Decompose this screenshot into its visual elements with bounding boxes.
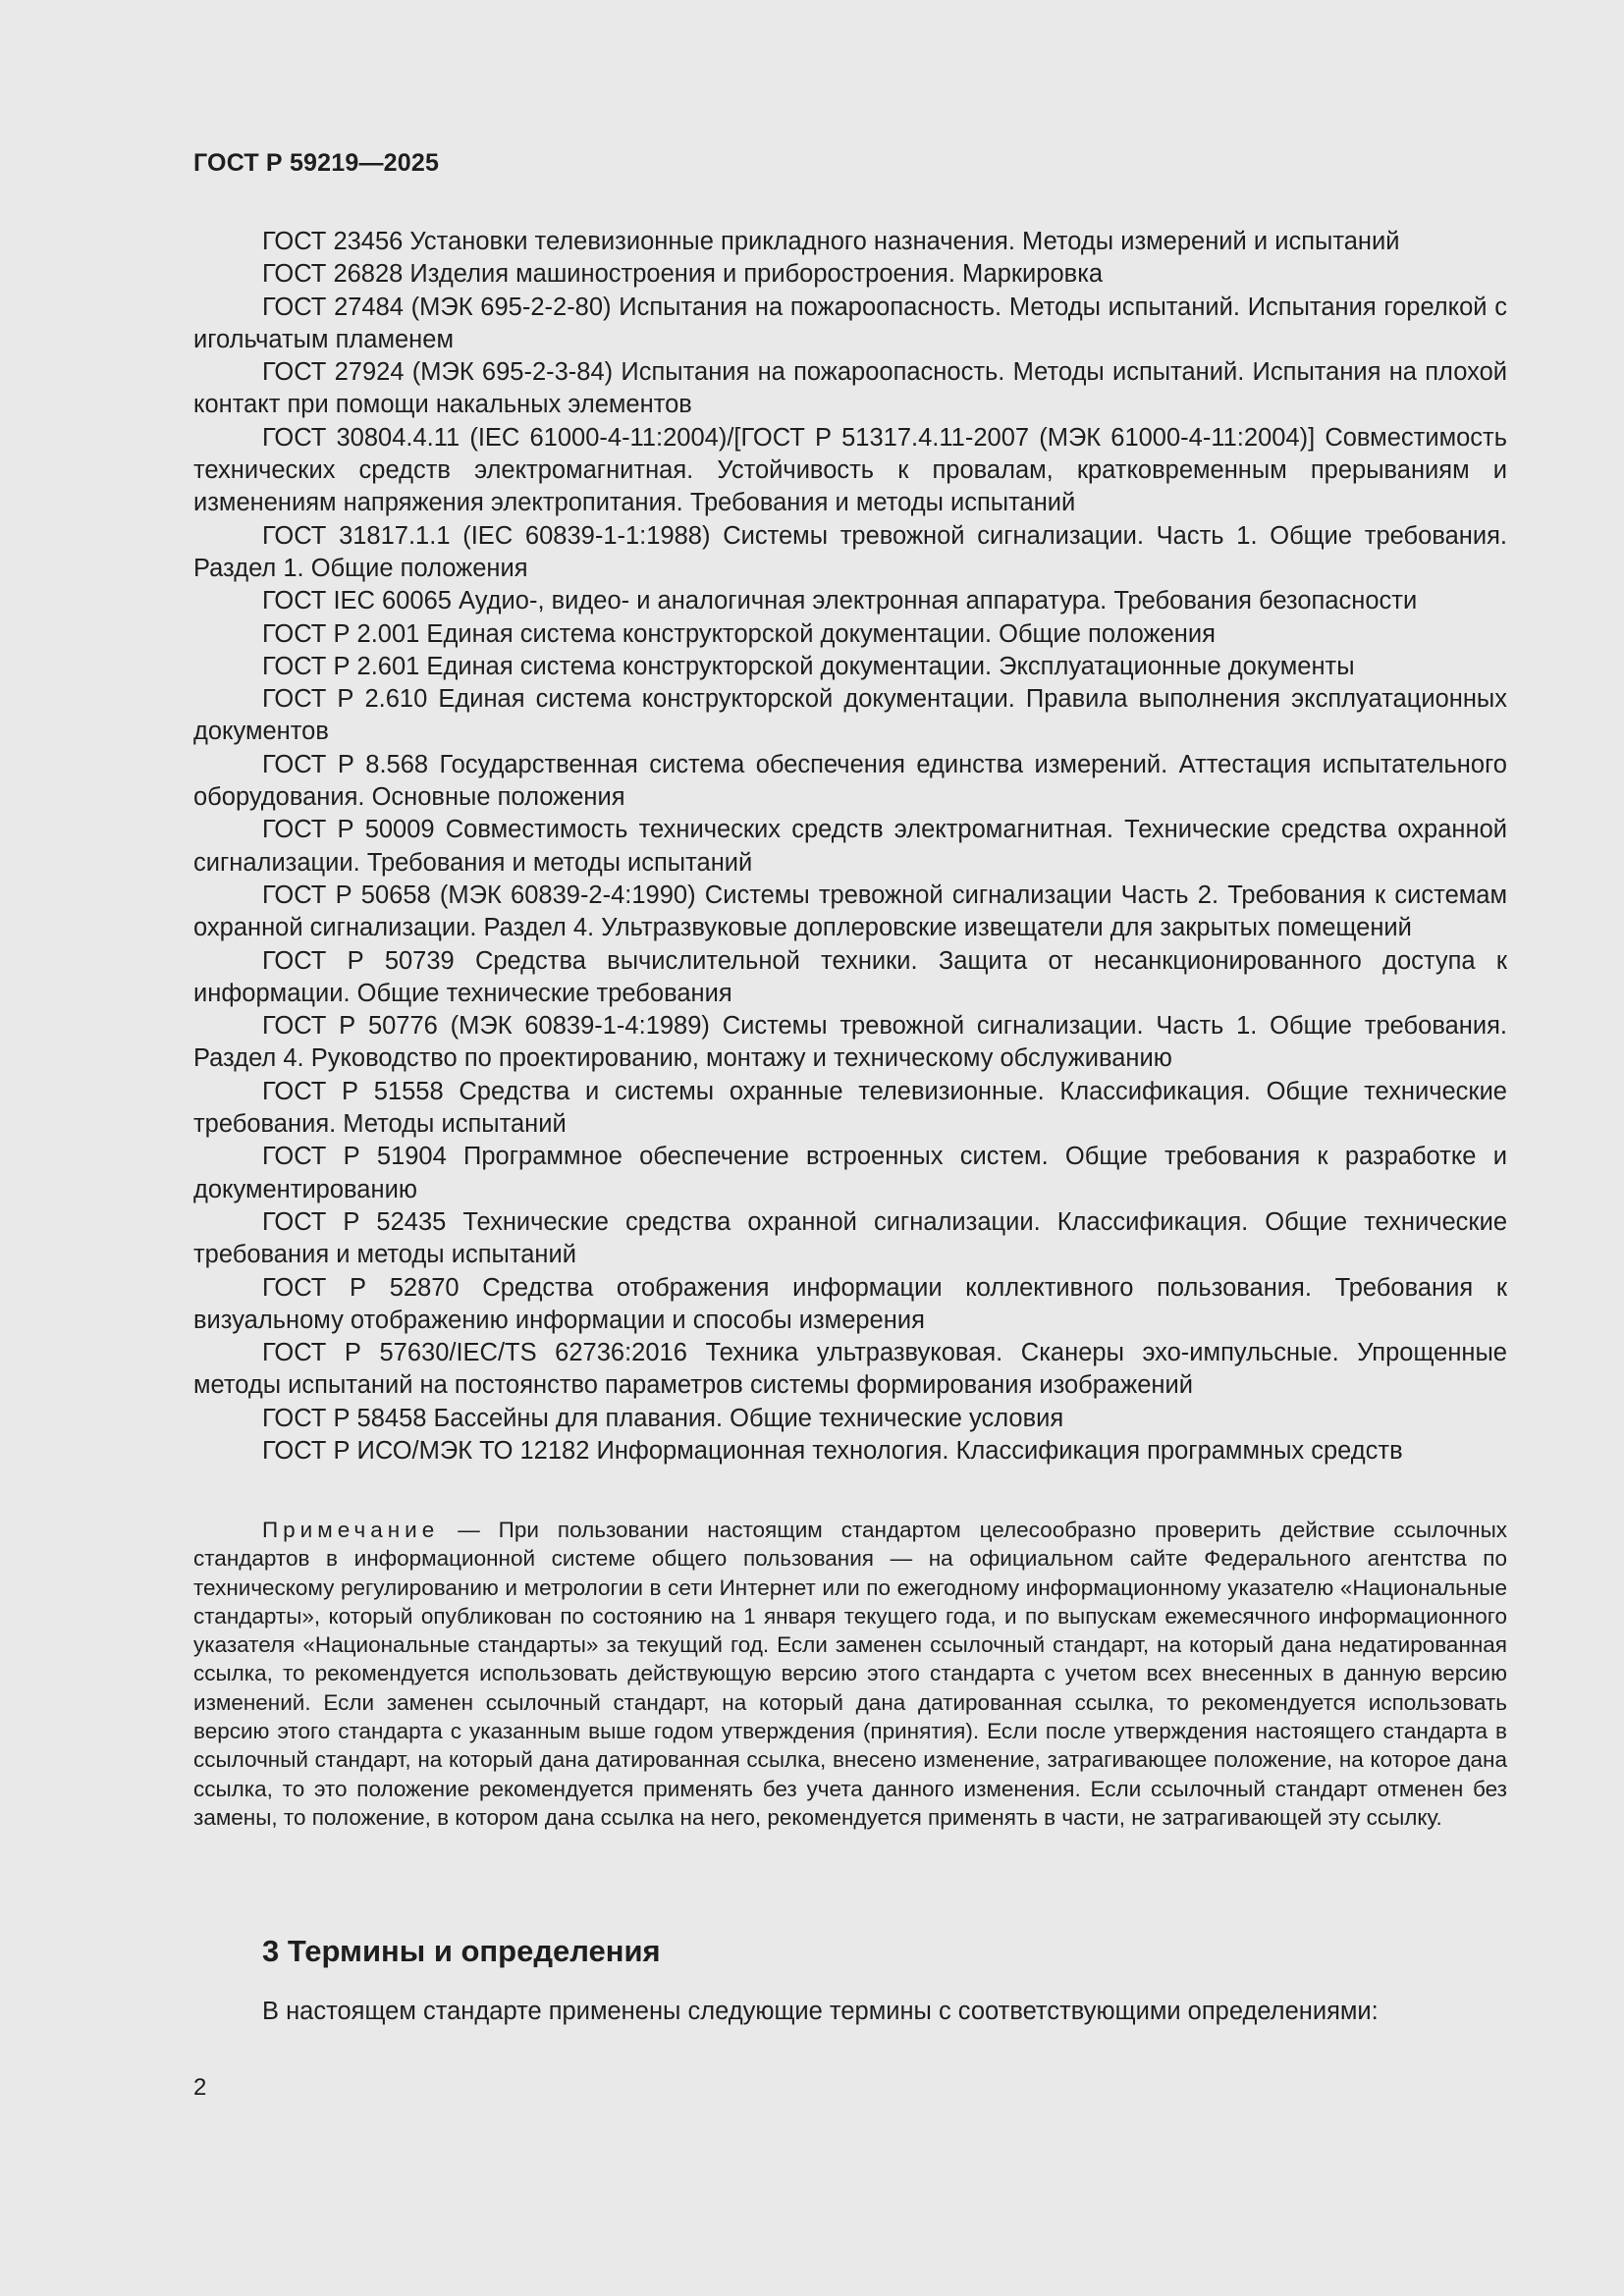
reference-item: ГОСТ 27924 (МЭК 695-2-3-84) Испытания на пожароопасность. Методы испытаний. Испытания на плохой контакт при помощи накальных элементов bbox=[193, 358, 1507, 419]
reference-item: ГОСТ Р 50739 Средства вычислительной техники. Защита от несанкционированного доступа к информации. Общие технические требования bbox=[193, 946, 1507, 1007]
reference-item: ГОСТ 27484 (МЭК 695-2-2-80) Испытания на пожароопасность. Методы испытаний. Испытания горелкой с игольчатым пламенем bbox=[193, 293, 1507, 353]
reference-item: ГОСТ Р 2.610 Единая система конструкторской документации. Правила выполнения эксплуатационных документов bbox=[193, 685, 1507, 746]
reference-item: ГОСТ Р ИСО/МЭК ТО 12182 Информационная технология. Классификация программных средств bbox=[262, 1436, 1403, 1465]
note-paragraph bbox=[193, 1516, 1507, 1832]
reference-item: ГОСТ Р 52870 Средства отображения информации коллективного пользования. Требования к визуальному отображению информации и способы измерения bbox=[193, 1273, 1507, 1334]
reference-item: ГОСТ Р 57630/IEC/TS 62736:2016 Техника ультразвуковая. Сканеры эхо-импульсные. Упрощенные методы испытаний на постоянство параметров системы формирования изображений bbox=[193, 1339, 1507, 1400]
reference-item: ГОСТ Р 50009 Совместимость технических средств электромагнитная. Технические средства охранной сигнализации. Требования и методы испытаний bbox=[193, 816, 1507, 877]
reference-item: ГОСТ 23456 Установки телевизионные прикладного назначения. Методы измерений и испытаний bbox=[262, 228, 1400, 255]
reference-item: ГОСТ Р 50658 (МЭК 60839-2-4:1990) Системы тревожной сигнализации Часть 2. Требования к системам охранной сигнализации. Раздел 4. Ультразвуковые доплеровские извещатели для закрытых помещений bbox=[193, 881, 1507, 942]
reference-item: ГОСТ 30804.4.11 (IEC 61000-4-11:2004)/[ГОСТ Р 51317.4.11-2007 (МЭК 61000-4-11:2004)] Совместимость технических средств электромагнитная. Устойчивость к провалам, кратковременным прерываниям и изменениям напряжения электропитания. Требования и методы испытаний bbox=[193, 423, 1507, 517]
reference-item: ГОСТ Р 50776 (МЭК 60839-1-4:1989) Системы тревожной сигнализации. Часть 1. Общие требования. Раздел 4. Руководство по проектированию, монтажу и техническому обслуживанию bbox=[193, 1012, 1507, 1073]
section-title: 3 Термины и определения bbox=[262, 1934, 661, 1968]
reference-item: ГОСТ Р 58458 Бассейны для плавания. Общие технические условия bbox=[262, 1404, 1064, 1432]
normative-references-list bbox=[193, 226, 1507, 1468]
reference-item: ГОСТ 26828 Изделия машиностроения и приборостроения. Маркировка bbox=[262, 260, 1104, 289]
reference-item: ГОСТ Р 2.601 Единая система конструкторской документации. Эксплуатационные документы bbox=[262, 652, 1355, 680]
reference-item: ГОСТ Р 8.568 Государственная система обеспечения единства измерений. Аттестация испытательного оборудования. Основные положения bbox=[193, 750, 1507, 812]
reference-item: ГОСТ Р 51904 Программное обеспечение встроенных систем. Общие требования к разработке и документированию bbox=[193, 1143, 1507, 1203]
reference-item: ГОСТ Р 51558 Средства и системы охранные телевизионные. Классификация. Общие технические требования. Методы испытаний bbox=[193, 1077, 1507, 1139]
page-number: 2 bbox=[193, 2074, 207, 2101]
reference-item: ГОСТ Р 52435 Технические средства охранной сигнализации. Классификация. Общие технические требования и методы испытаний bbox=[193, 1207, 1507, 1269]
note-text: — При пользовании настоящим стандартом целесообразно проверить действие ссылочных стандартов в информационной системе общего пользования — на официальном сайте Федерального агентства по техническому регулированию и метрологии в сети Интернет или по ежегодному информационному указателю «Национальные стандарты», который опубликован по состоянию на 1 января текущего года, и по выпускам ежемесячного информационного указателя «Национальные стандарты» за текущий год. Если заменен ссылочный стандарт, на который дана недатированная ссылка, то рекомендуется использовать действующую версию этого стандарта с учетом всех внесенных в данную версию изменений. Если заменен ссылочный стандарт, на который дана датированная ссылка, то рекомендуется использовать версию этого стандарта с указанным выше годом утверждения (принятия). Если после утверждения настоящего стандарта в ссылочный стандарт, на который дана датированная ссылка, внесено изменение, затрагивающее положение, на которое дана ссылка, то это положение рекомендуется применять без учета данного изменения. Если ссылочный стандарт отменен без замены, то положение, в котором дана ссылка на него, рекомендуется применять в части, не затрагивающей эту ссылку. bbox=[193, 1518, 1507, 1830]
reference-item: ГОСТ 31817.1.1 (IEC 60839-1-1:1988) Системы тревожной сигнализации. Часть 1. Общие требования. Раздел 1. Общие положения bbox=[193, 521, 1507, 582]
reference-item: ГОСТ Р 2.001 Единая система конструкторской документации. Общие положения bbox=[262, 619, 1216, 648]
document-header: ГОСТ Р 59219—2025 bbox=[193, 149, 440, 177]
reference-item: ГОСТ IEC 60065 Аудио-, видео- и аналогичная электронная аппаратура. Требования безопасности bbox=[262, 587, 1418, 615]
note-label: Примечание bbox=[262, 1518, 440, 1542]
section-intro: В настоящем стандарте применены следующие термины с соответствующими определениями: bbox=[262, 1998, 1379, 2025]
